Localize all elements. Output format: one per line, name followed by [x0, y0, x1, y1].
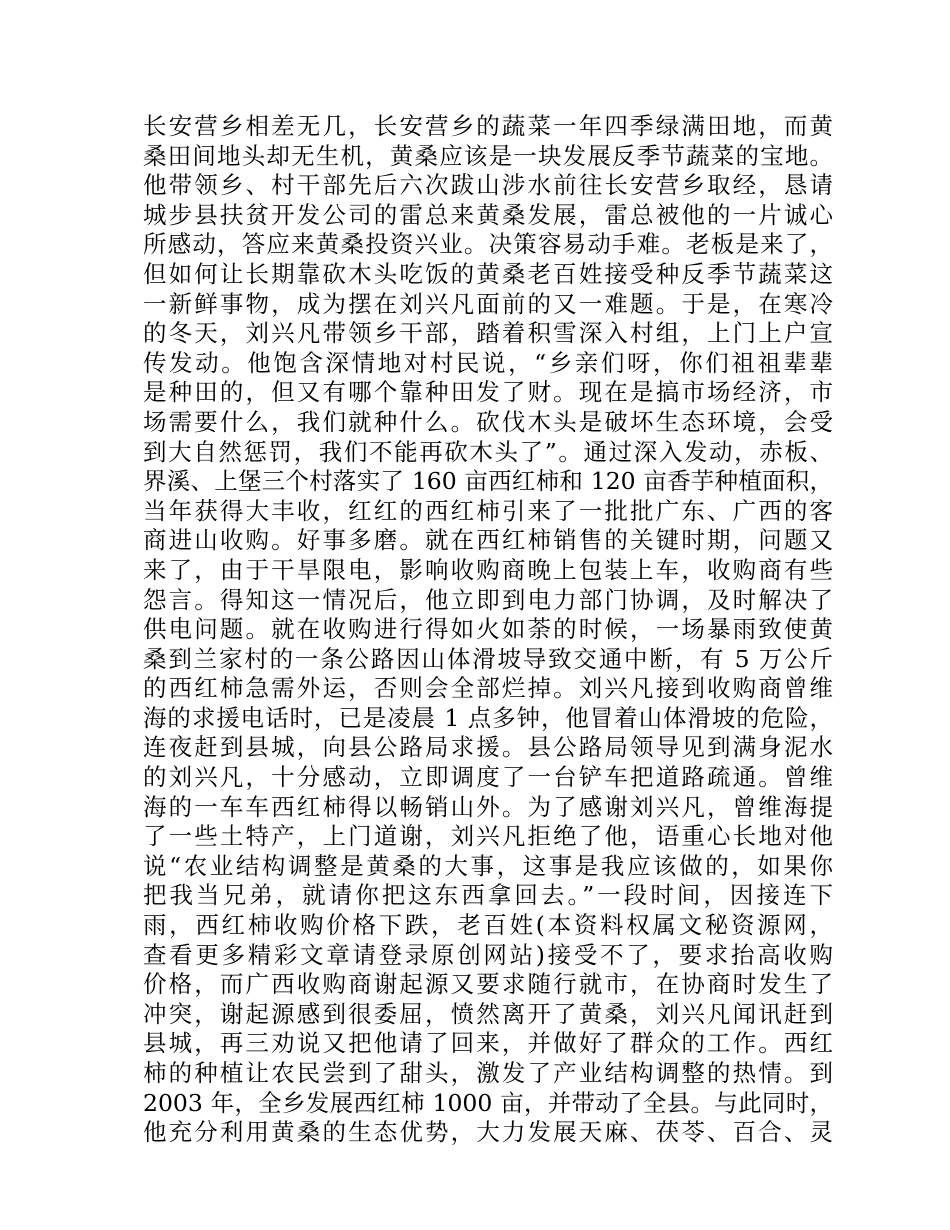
text-line: 价格，而广西收购商谢起源又要求随行就市，在协商时发生了 [143, 970, 833, 999]
text-line: 的冬天，刘兴凡带领乡干部，踏着积雪深入村组，上门上户宣 [143, 319, 833, 348]
text-line: 2003 年，全乡发展西红柿 1000 亩，并带动了全县。与此同时， [143, 1088, 833, 1117]
text-line: 把我当兄弟，就请你把这东西拿回去。”一段时间，因接连下 [143, 881, 833, 910]
text-line: 说“农业结构调整是黄桑的大事，这事是我应该做的，如果你 [143, 851, 833, 880]
text-line: 所感动，答应来黄桑投资兴业。决策容易动手难。老板是来了， [143, 230, 833, 259]
text-line: 来了，由于干旱限电，影响收购商晚上包装上车，收购商有些 [143, 555, 833, 584]
text-line: 桑田间地头却无生机，黄桑应该是一块发展反季节蔬菜的宝地。 [143, 141, 833, 170]
text-line: 海的求援电话时，已是凌晨 1 点多钟，他冒着山体滑坡的危险， [143, 703, 833, 732]
text-line: 一新鲜事物，成为摆在刘兴凡面前的又一难题。于是，在寒冷 [143, 289, 833, 318]
text-line: 他充分利用黄桑的生态优势，大力发展天麻、茯苓、百合、灵 [143, 1118, 833, 1147]
text-line: 界溪、上堡三个村落实了 160 亩西红柿和 120 亩香芋种植面积， [143, 467, 833, 496]
text-line: 传发动。他饱含深情地对村民说，“乡亲们呀，你们祖祖辈辈 [143, 348, 833, 377]
text-line: 但如何让长期靠砍木头吃饭的黄桑老百姓接受种反季节蔬菜这 [143, 259, 833, 288]
text-line: 城步县扶贫开发公司的雷总来黄桑发展，雷总被他的一片诚心 [143, 200, 833, 229]
text-line: 了一些土特产，上门道谢，刘兴凡拒绝了他，语重心长地对他 [143, 822, 833, 851]
text-line: 的西红柿急需外运，否则会全部烂掉。刘兴凡接到收购商曾维 [143, 674, 833, 703]
text-line: 桑到兰家村的一条公路因山体滑坡导致交通中断，有 5 万公斤 [143, 644, 833, 673]
text-line: 县城，再三劝说又把他请了回来，并做好了群众的工作。西红 [143, 1029, 833, 1058]
text-line: 场需要什么，我们就种什么。砍伐木头是破坏生态环境，会受 [143, 407, 833, 436]
text-line: 供电问题。就在收购进行得如火如荼的时候，一场暴雨致使黄 [143, 615, 833, 644]
text-line: 商进山收购。好事多磨。就在西红柿销售的关键时期，问题又 [143, 526, 833, 555]
text-line: 柿的种植让农民尝到了甜头，激发了产业结构调整的热情。到 [143, 1059, 833, 1087]
text-line: 冲突，谢起源感到很委屈，愤然离开了黄桑，刘兴凡闻讯赶到 [143, 999, 833, 1028]
text-line: 到大自然惩罚，我们不能再砍木头了”。通过深入发动，赤板、 [143, 437, 833, 466]
text-line: 是种田的，但又有哪个靠种田发了财。现在是搞市场经济，市 [143, 378, 833, 407]
text-line: 查看更多精彩文章请登录原创网站)接受不了，要求抬高收购 [143, 940, 833, 969]
text-line: 连夜赶到县城，向县公路局求援。县公路局领导见到满身泥水 [143, 733, 833, 762]
text-line: 怨言。得知这一情况后，他立即到电力部门协调，及时解决了 [143, 585, 833, 614]
text-line: 海的一车车西红柿得以畅销山外。为了感谢刘兴凡，曾维海提 [143, 792, 833, 821]
text-line: 当年获得大丰收，红红的西红柿引来了一批批广东、广西的客 [143, 496, 833, 525]
text-line: 他带领乡、村干部先后六次跋山涉水前往长安营乡取经，恳请 [143, 171, 833, 200]
body-text [143, 112, 833, 1148]
text-line: 长安营乡相差无几，长安营乡的蔬菜一年四季绿满田地，而黄 [143, 112, 833, 140]
text-line: 雨，西红柿收购价格下跌，老百姓(本资料权属文秘资源网， [143, 911, 833, 940]
text-line: 的刘兴凡，十分感动，立即调度了一台铲车把道路疏通。曾维 [143, 763, 833, 792]
